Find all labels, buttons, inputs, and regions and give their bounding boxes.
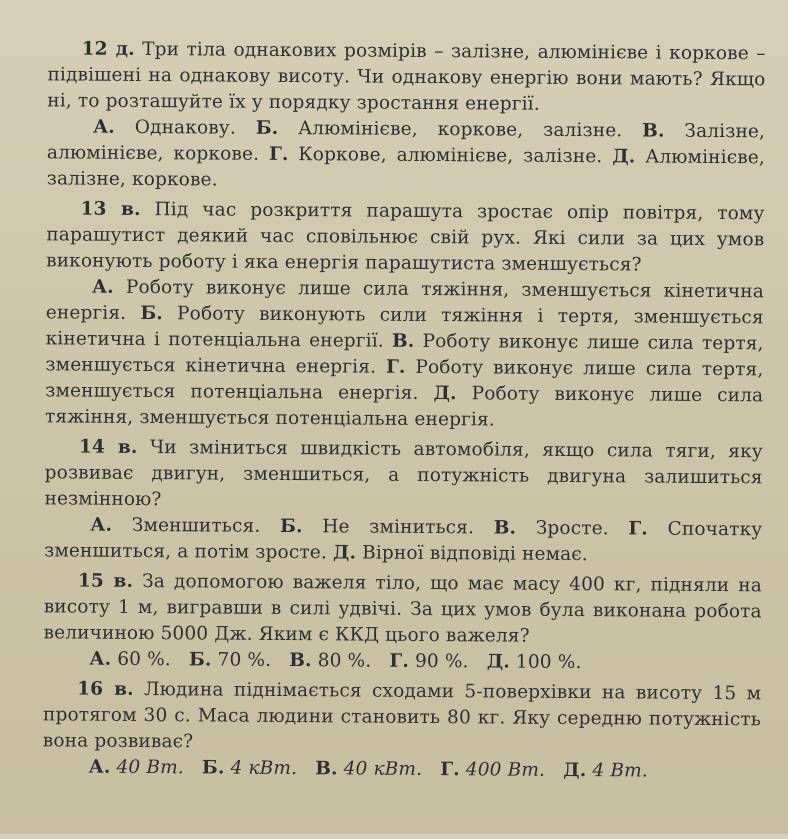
- option-letter: Г.: [628, 518, 649, 540]
- question-body: За допомогою важеля тіло, що має масу 400 кг, підняли на висоту 1 м, вигравши в силі удвічі. За цих умов була виконана робота величиною 5000 Дж. Яким є ККД цього важеля?: [43, 571, 763, 647]
- option-text: Роботу виконує лише сила тертя, зменшується потенціальна енергія.: [45, 356, 764, 404]
- problem-number: 12 д.: [81, 38, 135, 60]
- option-letter: Б.: [201, 757, 225, 779]
- problem-number: 13 в.: [80, 198, 141, 220]
- problem-16: [43, 676, 762, 785]
- option-letter: А.: [88, 756, 111, 778]
- option-text: 60 %.: [117, 648, 171, 671]
- option-letter: Г.: [268, 143, 289, 166]
- question-body: Три тіла однакових розмірів – залізне, алюмінієве і коркове – підвішені на однакову висоту. Чи однакову енергію вони мають? Якщо ні, то розташуйте їх у порядку зростання енергії.: [47, 38, 766, 115]
- question-body: Чи зміниться швидкість автомобіля, якщо сила тяги, яку розвиває двигун, зменшиться, а потужність двигуна залишиться незмінною?: [44, 437, 763, 511]
- question-text: [46, 196, 765, 279]
- question-text: [47, 36, 766, 119]
- option-text: Зросте.: [535, 517, 609, 540]
- option-text: 40 кВт.: [343, 758, 423, 780]
- option-letter: Д.: [433, 383, 457, 405]
- option-text: 40 Вт.: [116, 756, 184, 779]
- option-text: Однакову.: [134, 116, 236, 139]
- option-letter: А.: [90, 514, 113, 536]
- option-letter: Б.: [140, 302, 164, 325]
- option-text: 90 %.: [414, 650, 469, 673]
- problem-12: [47, 36, 766, 197]
- question-body: Людина піднімається сходами 5-поверхівки на висоту 15 м протягом 30 с. Маса людини становить 80 кг. Яку середню потужність вона розвиває?: [42, 679, 762, 753]
- option-text: Залізне, алюмінієве, коркове.: [46, 120, 766, 165]
- option-letter: В.: [642, 120, 665, 142]
- option-letter: Д.: [612, 146, 636, 168]
- problem-number: 15 в.: [77, 570, 134, 592]
- option-letter: А.: [89, 648, 112, 670]
- option-text: Не зміниться.: [322, 516, 475, 539]
- option-text: 80 %.: [317, 650, 372, 672]
- option-letter: В.: [289, 650, 312, 672]
- option-letter: А.: [93, 116, 115, 138]
- problem-number: 16 в.: [77, 678, 134, 700]
- option-letter: В.: [493, 517, 517, 539]
- option-letter: Г.: [389, 650, 410, 672]
- question-text: [43, 676, 762, 759]
- option-text: Спочатку зменшиться, а потім зросте.: [44, 518, 763, 564]
- option-letter: Г.: [385, 356, 406, 378]
- question-body: Під час розкриття парашута зростає опір повітря, тому парашутист деякий час сповільнює свій рух. Які сили за цих умов виконують роботу і яка енергія парашутиста зменшується?: [46, 199, 765, 276]
- question-text: [43, 568, 762, 651]
- option-text: 70 %.: [217, 649, 272, 671]
- option-letter: В.: [391, 330, 415, 352]
- option-text: Зменшиться.: [131, 514, 261, 537]
- option-letter: Г.: [440, 759, 460, 781]
- option-letter: А.: [91, 276, 114, 298]
- problem-15: [43, 568, 762, 677]
- option-text: 100 %.: [515, 651, 582, 674]
- option-text: 4 кВт.: [230, 757, 298, 780]
- answer-options: [45, 274, 764, 435]
- option-letter: Б.: [279, 515, 303, 538]
- answer-options: [43, 646, 761, 677]
- option-text: Роботу виконує лише сила тяжіння, зменшується кінетична енергія.: [45, 276, 765, 324]
- option-text: Роботу виконує лише сила тяжіння, зменшується потенціальна енергія.: [45, 383, 764, 431]
- option-letter: Д.: [486, 651, 511, 673]
- question-text: [44, 434, 763, 517]
- option-letter: Б.: [188, 649, 212, 671]
- option-text: Роботу виконують сили тяжіння і тертя, зменшується кінетична і потенціальна енергії.: [45, 303, 764, 352]
- answer-options: [44, 512, 762, 569]
- option-text: 4 Вт.: [592, 760, 648, 782]
- problem-13: [45, 196, 765, 435]
- option-letter: В.: [315, 758, 338, 780]
- problem-number: 14 в.: [78, 436, 138, 458]
- option-text: Вірної відповіді немає.: [362, 542, 588, 566]
- answer-options: [43, 754, 761, 785]
- option-text: Коркове, алюмінієве, залізне.: [298, 144, 603, 168]
- option-text: Роботу виконує лише сила тертя, зменшується кінетична енергія.: [45, 330, 764, 378]
- problem-14: [44, 434, 763, 569]
- option-letter: Д.: [332, 542, 357, 564]
- option-text: Алюмінієве, коркове, залізне.: [298, 118, 623, 142]
- option-letter: Б.: [255, 117, 279, 139]
- option-letter: Д.: [563, 759, 587, 782]
- option-text: 400 Вт.: [465, 759, 546, 781]
- option-text: Алюмінієве, залізне, коркове.: [46, 146, 766, 191]
- answer-options: [47, 114, 766, 197]
